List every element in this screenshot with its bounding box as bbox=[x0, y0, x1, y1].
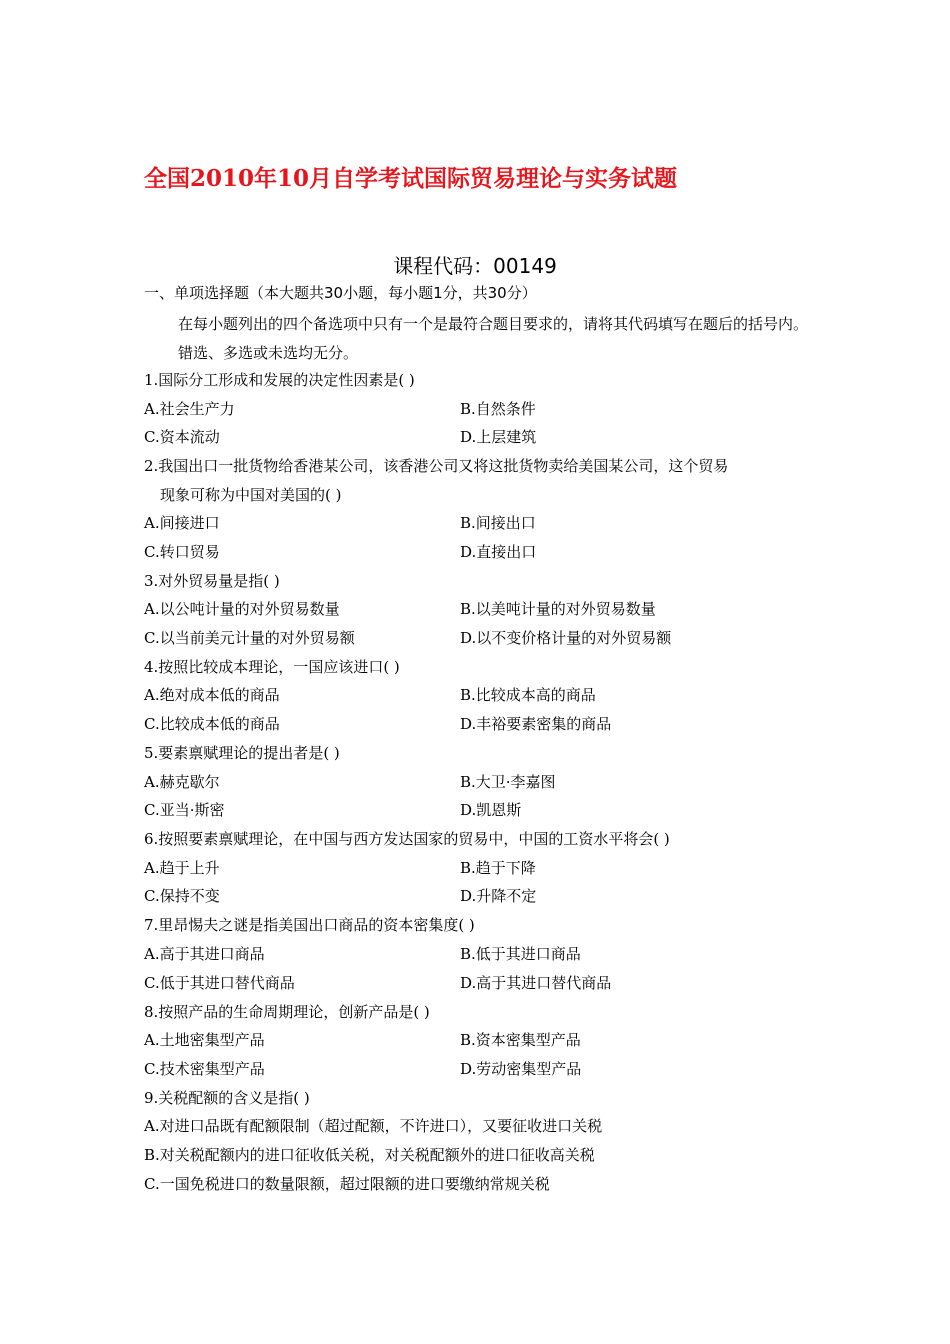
question-stem: 2.我国出口一批货物给香港某公司，该香港公司又将这批货物卖给美国某公司，这个贸易 bbox=[144, 457, 729, 475]
section-instruction: 在每小题列出的四个备选项中只有一个是最符合题目要求的，请将其代码填写在题后的括号内。错选、多选或未选均无分。 bbox=[178, 315, 809, 362]
course-code: 课程代码：00149 bbox=[393, 254, 557, 278]
question-stem-continued: 现象可称为中国对美国的( ) bbox=[160, 486, 342, 504]
option-d: D.高于其进口替代商品 bbox=[460, 974, 612, 992]
question-stem: 6.按照要素禀赋理论，在中国与西方发达国家的贸易中，中国的工资水平将会( ) bbox=[144, 830, 670, 848]
option-a: A.以公吨计量的对外贸易数量 bbox=[144, 600, 340, 618]
option-b: B.自然条件 bbox=[460, 400, 536, 418]
option-d: D.丰裕要素密集的商品 bbox=[460, 715, 612, 733]
option-c: C.技术密集型产品 bbox=[144, 1060, 265, 1078]
option-c: C.转口贸易 bbox=[144, 543, 220, 561]
option-b: B.对关税配额内的进口征收低关税，对关税配额外的进口征收高关税 bbox=[144, 1146, 595, 1164]
question-stem: 3.对外贸易量是指( ) bbox=[144, 572, 280, 590]
option-d: D.凯恩斯 bbox=[460, 801, 522, 819]
option-c: C.低于其进口替代商品 bbox=[144, 974, 295, 992]
option-c: C.亚当·斯密 bbox=[144, 801, 225, 819]
option-c: C.一国免税进口的数量限额，超过限额的进口要缴纳常规关税 bbox=[144, 1175, 550, 1193]
option-a: A.土地密集型产品 bbox=[144, 1031, 265, 1049]
option-d: D.升降不定 bbox=[460, 887, 537, 905]
option-a: A.绝对成本低的商品 bbox=[144, 686, 280, 704]
option-c: C.比较成本低的商品 bbox=[144, 715, 280, 733]
question-stem: 8.按照产品的生命周期理论，创新产品是( ) bbox=[144, 1003, 430, 1021]
question-stem: 1.国际分工形成和发展的决定性因素是( ) bbox=[144, 371, 415, 389]
option-a: A.趋于上升 bbox=[144, 859, 220, 877]
option-a: A.赫克歇尔 bbox=[144, 773, 220, 791]
option-b: B.间接出口 bbox=[460, 514, 536, 532]
option-a: A.高于其进口商品 bbox=[144, 945, 265, 963]
section-heading: 一、单项选择题（本大题共30小题，每小题1分，共30分） bbox=[144, 284, 537, 302]
option-a: A.社会生产力 bbox=[144, 400, 235, 418]
option-d: D.劳动密集型产品 bbox=[460, 1060, 582, 1078]
option-b: B.资本密集型产品 bbox=[460, 1031, 581, 1049]
option-c: C.以当前美元计量的对外贸易额 bbox=[144, 629, 355, 647]
option-b: B.大卫·李嘉图 bbox=[460, 773, 556, 791]
question-stem: 4.按照比较成本理论，一国应该进口( ) bbox=[144, 658, 400, 676]
option-b: B.以美吨计量的对外贸易数量 bbox=[460, 600, 656, 618]
option-b: B.比较成本高的商品 bbox=[460, 686, 596, 704]
document-title: 全国2010年10月自学考试国际贸易理论与实务试题 bbox=[144, 165, 678, 192]
question-stem: 5.要素禀赋理论的提出者是( ) bbox=[144, 744, 340, 762]
option-b: B.低于其进口商品 bbox=[460, 945, 581, 963]
option-d: D.直接出口 bbox=[460, 543, 537, 561]
option-d: D.上层建筑 bbox=[460, 428, 537, 446]
option-c: C.保持不变 bbox=[144, 887, 220, 905]
question-stem: 7.里昂惕夫之谜是指美国出口商品的资本密集度( ) bbox=[144, 916, 475, 934]
option-d: D.以不变价格计量的对外贸易额 bbox=[460, 629, 672, 647]
question-stem: 9.关税配额的含义是指( ) bbox=[144, 1089, 310, 1107]
option-c: C.资本流动 bbox=[144, 428, 220, 446]
option-a: A.间接进口 bbox=[144, 514, 220, 532]
option-a: A.对进口品既有配额限制（超过配额，不许进口），又要征收进口关税 bbox=[144, 1117, 603, 1135]
option-b: B.趋于下降 bbox=[460, 859, 536, 877]
